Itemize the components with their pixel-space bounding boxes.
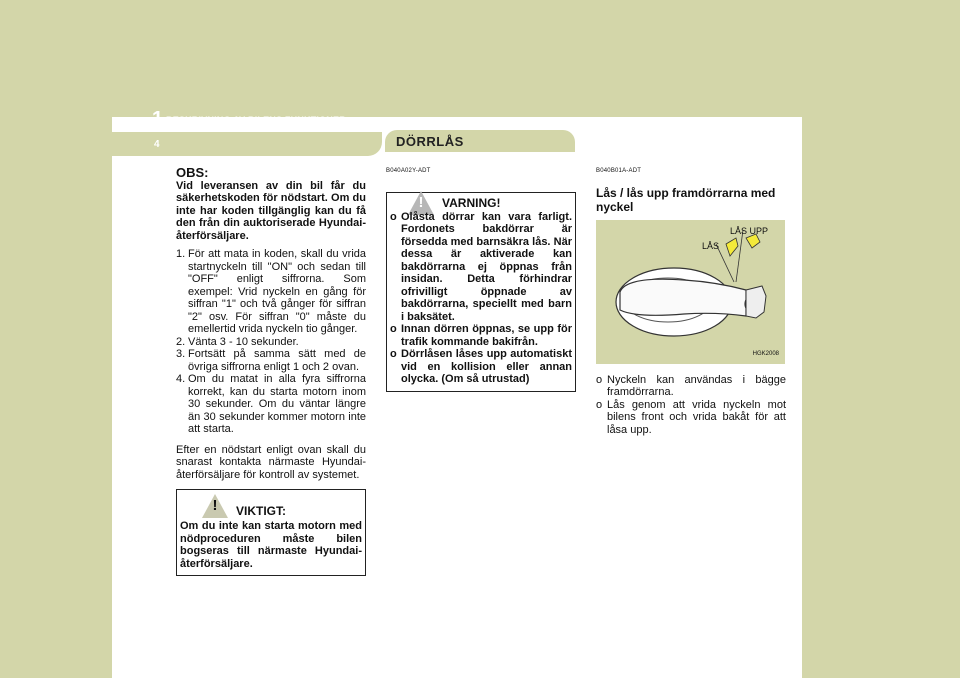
section-code: B040B01A-ADT: [596, 168, 642, 174]
bullet: o: [390, 323, 397, 335]
obs-title: OBS:: [176, 165, 209, 180]
list-item: [176, 373, 366, 436]
list-item: [176, 336, 366, 349]
figure-code: HGK2008: [752, 351, 779, 357]
warning-title: VARNING!: [442, 195, 501, 210]
section-heading: Lås / lås upp framdörrarna med nyckel: [596, 185, 776, 214]
right-column: [596, 165, 786, 436]
list-item: [176, 248, 366, 336]
viktigt-title: VIKTIGT:: [236, 504, 286, 518]
exclamation-icon: !: [418, 193, 424, 211]
key-head: [746, 286, 766, 318]
bullet: o: [596, 373, 603, 386]
step-number: 1.: [176, 248, 186, 260]
middle-column: [386, 165, 576, 392]
viktigt-text: Om du inte kan starta motorn med nödproceduren måste bilen bogseras till närmaste Hyundai-återförsäljare.: [180, 520, 362, 570]
chapter-title: BESKRIVNING AV BILENS FUNKTIONER: [166, 115, 346, 125]
step-number: 2.: [176, 335, 186, 348]
viktigt-header: [180, 494, 362, 520]
list-item: [176, 348, 366, 373]
step-text: Vänta 3 - 10 sekunder.: [188, 335, 299, 348]
list-item: [390, 348, 572, 386]
list-item: [596, 399, 786, 437]
exclamation-icon: !: [212, 497, 218, 514]
lock-arrow-icon: [726, 238, 738, 256]
viktigt-box: [176, 489, 366, 576]
step-number: 3.: [176, 348, 186, 360]
warning-text: [390, 211, 572, 386]
steps-list: [176, 248, 366, 436]
step-text: För att mata in koden, skall du vrida startnyckeln till "ON" och sedan till "OFF" enligt siffrorna. Som exempel: Vrid nyckeln en gång för siffran "1" och två gånger för siffran "2" osv. För siffran "0" måste du emellertid vrida nyckeln tio gånger.: [188, 248, 366, 335]
bullet: o: [390, 210, 397, 223]
section-title: DÖRRLÅS: [396, 134, 464, 149]
figure-label-las: LÅS: [702, 240, 720, 251]
page-number-tab: [112, 132, 382, 156]
warning-box: [386, 192, 576, 392]
list-item: [596, 374, 786, 399]
after-text: Efter en nödstart enligt ovan skall du snarast kontakta närmaste Hyundai-återförsäljare för kontroll av systemet.: [176, 443, 366, 481]
chapter-number: 1: [152, 108, 164, 130]
bullet-text: Lås genom att vrida nyckeln mot bilens front och vrida bakåt för att låsa upp.: [607, 398, 786, 436]
door-handle-illustration: [596, 220, 785, 364]
bullet-text: Nyckeln kan användas i bägge framdörrarna.: [607, 373, 786, 398]
bullet: o: [390, 348, 397, 360]
list-item: [390, 323, 572, 348]
list-item: [390, 211, 572, 324]
page-number: 4: [154, 139, 160, 150]
obs-text: Vid leveransen av din bil får du säkerhetskoden för nödstart. Om du inte har koden tillgänglig kan du få den från din auktoriserade Hyundai-återförsäljare.: [176, 179, 366, 242]
bullet: o: [596, 398, 603, 411]
door-handle: [620, 279, 746, 316]
step-text: Fortsätt på samma sätt med de övriga siffrorna enligt 1 och 2 ovan.: [188, 348, 366, 373]
label-line-upp: [736, 230, 743, 282]
step-text: Om du matat in alla fyra siffrorna korrekt, kan du starta motorn inom 30 sekunder. Om du väntar längre än 30 sekunder kommer motorn inte att starta.: [188, 373, 366, 435]
figure-label-upp: LÅS UPP: [730, 225, 769, 236]
bullet-text: Innan dörren öppnas, se upp för trafik kommande bakifrån.: [401, 323, 572, 348]
left-column: [176, 167, 366, 576]
bullet-text: Olåsta dörrar kan vara farligt. Fordonets bakdörrar är försedda med barnsäkra lås. När dessa är aktiverade kan bakdörrarna ej öppnas från insidan. Detta förhindrar ofrivilligt öppnade av bakdörrarna, speciellt med barn i baksätet.: [401, 210, 572, 323]
bullet-text: Dörrlåsen låses upp automatiskt vid en kollision eller annan olycka. (Om så utrustad): [401, 348, 572, 385]
section-code: B040A02Y-ADT: [386, 168, 431, 174]
door-handle-figure: [596, 220, 785, 364]
step-number: 4.: [176, 373, 186, 385]
